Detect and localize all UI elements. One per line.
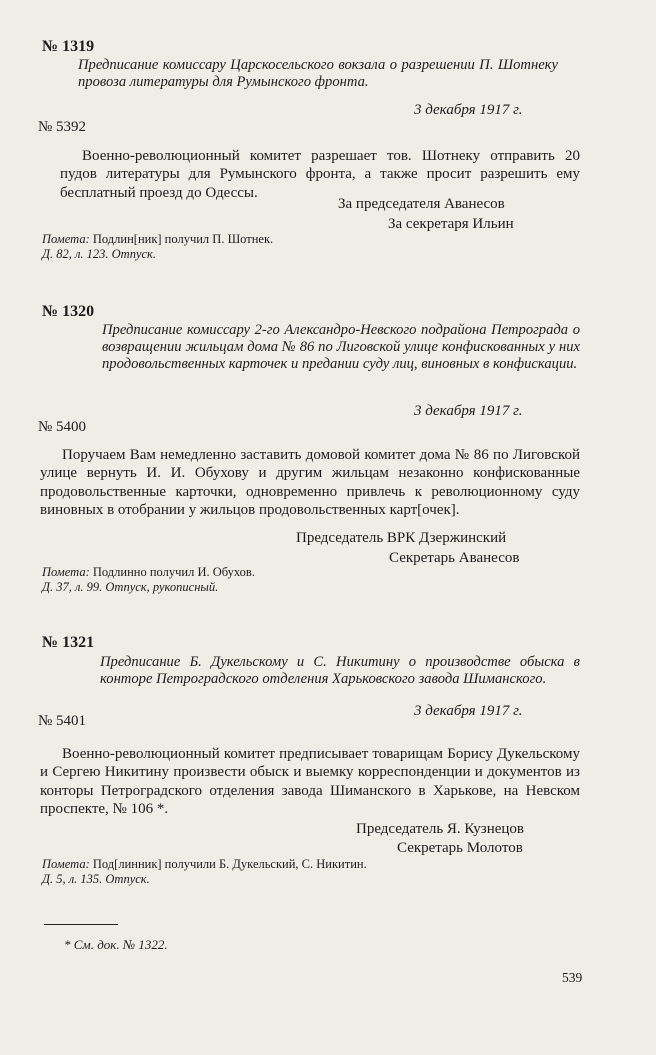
doc-1320-outgoing-number: № 5400 <box>38 419 87 435</box>
doc-1319-signature-1: За председателя Аванесов <box>338 196 505 212</box>
doc-1319-note-label: Помета: <box>42 232 90 246</box>
doc-1320-date: 3 декабря 1917 г. <box>414 403 523 419</box>
footnote: * См. док. № 1322. <box>64 937 168 952</box>
doc-1321-outgoing-number: № 5401 <box>38 713 87 729</box>
doc-1320-archive: Д. 37, л. 99. Отпуск, рукописный. <box>42 580 219 594</box>
doc-1320-number: № 1320 <box>42 303 95 320</box>
doc-1319-archive: Д. 82, л. 123. Отпуск. <box>42 247 157 261</box>
doc-1320-signature-2: Секретарь Аванесов <box>389 550 520 566</box>
doc-1321-archive: Д. 5, л. 135. Отпуск. <box>42 872 150 886</box>
doc-1321-date: 3 декабря 1917 г. <box>414 703 523 719</box>
doc-1321-signature-1: Председатель Я. Кузнецов <box>356 821 525 837</box>
footnote-divider <box>44 924 118 925</box>
doc-1319-body: Военно-революционный комитет разрешает тов. Шотнеку отправить 20 пудов литературы для Румынского фронта, а также просит разрешить ему бесплатный проезд до Одессы. <box>60 148 580 201</box>
page-number: 539 <box>562 970 583 985</box>
doc-1319-signature-2: За секретаря Ильин <box>388 216 514 232</box>
doc-1319-outgoing-number: № 5392 <box>38 119 87 135</box>
doc-1320-note <box>42 565 255 580</box>
doc-1321-number: № 1321 <box>42 634 95 651</box>
doc-1320-note-label: Помета: <box>42 565 90 579</box>
doc-1321-note <box>42 857 367 872</box>
doc-1319-note-text: Подлин[ник] получил П. Шотнек. <box>92 232 274 246</box>
doc-1321-title: Предписание Б. Дукельскому и С. Никитину о производстве обыска в конторе Петроградского отделения Харьковского завода Шиманского. <box>100 654 580 687</box>
doc-1321-note-label: Помета: <box>42 857 90 871</box>
doc-1320-body: Поручаем Вам немедленно заставить домовой комитет дома № 86 по Лиговской улице вернуть И. И. Обухову и другим жильцам незаконно конфискованные продовольственные карточки, одновременно привлечь к революционному суду виновных в отобрании у жильцов продовольственных карт[очек]. <box>40 447 580 519</box>
doc-1319-number: № 1319 <box>42 38 95 55</box>
doc-1320-note-text: Подлинно получил И. Обухов. <box>92 565 255 579</box>
doc-1321-body: Военно-революционный комитет предписывает товарищам Борису Дукельскому и Сергею Никитину произвести обыск и выемку корреспонденции и документов из конторы Петроградского отделения завода Шиманского в Харькове, на Невском проспекте, № 106 *. <box>40 746 580 818</box>
doc-1320-signature-1: Председатель ВРК Дзержинский <box>296 530 507 546</box>
doc-1319-title: Предписание комиссару Царскосельского вокзала о разрешении П. Шотнеку провоза литературы для Румынского фронта. <box>78 57 558 90</box>
doc-1321-signature-2: Секретарь Молотов <box>397 840 523 856</box>
doc-1319-note <box>42 232 273 247</box>
doc-1321-note-text: Под[линник] получили Б. Дукельский, С. Никитин. <box>92 857 367 871</box>
doc-1319-date: 3 декабря 1917 г. <box>414 102 523 118</box>
doc-1320-title: Предписание комиссару 2-го Александро-Невского подрайона Петрограда о возвращении жильцам дома № 86 по Лиговской улице конфискованных у них продовольственных карточек и предании суду лиц, виновных в конфискации. <box>102 322 580 372</box>
